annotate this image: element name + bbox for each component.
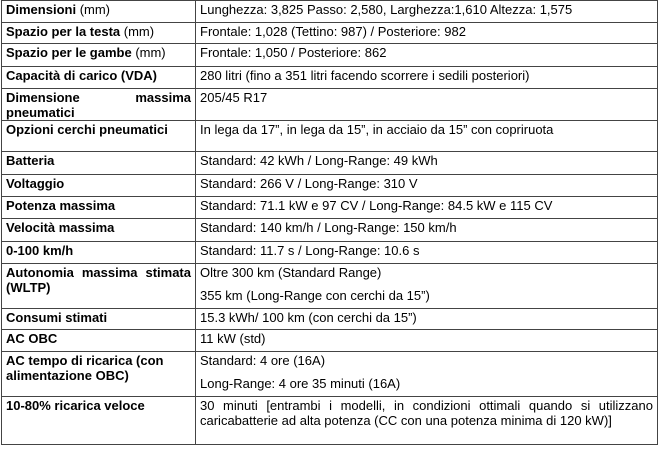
row-value: Frontale: 1,028 (Tettino: 987) / Posteriore: 982 (196, 23, 658, 44)
row-label: Velocità massima (2, 219, 196, 242)
table-row (2, 219, 658, 242)
row-label: AC OBC (2, 330, 196, 352)
row-value: Frontale: 1,050 / Posteriore: 862 (196, 44, 658, 67)
row-label: Spazio per le gambe (mm) (2, 44, 196, 67)
row-value (196, 264, 658, 309)
row-label: Autonomia massima stimata (WLTP) (2, 264, 196, 309)
row-label: Opzioni cerchi pneumatici (2, 121, 196, 152)
row-value: Lunghezza: 3,825 Passo: 2,580, Larghezza:1,610 Altezza: 1,575 (196, 1, 658, 23)
row-label: Dimensione massima pneumatici (2, 89, 196, 121)
row-value: 280 litri (fino a 351 litri facendo scorrere i sedili posteriori) (196, 67, 658, 89)
row-value-line: Standard: 4 ore (16A) (200, 353, 326, 368)
row-label: Spazio per la testa (mm) (2, 23, 196, 44)
table-row (2, 330, 658, 352)
table-row (2, 121, 658, 152)
row-value: Standard: 266 V / Long-Range: 310 V (196, 175, 658, 197)
table-row (2, 89, 658, 121)
row-value: Standard: 71.1 kW e 97 CV / Long-Range: 84.5 kW e 115 CV (196, 197, 658, 219)
table-row (2, 352, 658, 397)
row-label: Voltaggio (2, 175, 196, 197)
row-value-line: 355 km (Long-Range con cerchi da 15”) (200, 288, 430, 303)
row-value: 30 minuti [entrambi i modelli, in condizioni ottimali quando si utilizzano caricabatterie ad alta potenza (CC con una potenza minima di 120 kW)] (196, 397, 658, 445)
table-row (2, 197, 658, 219)
spec-table (1, 0, 658, 445)
row-value-line: Long-Range: 4 ore 35 minuti (16A) (200, 376, 401, 391)
table-row (2, 264, 658, 309)
table-row (2, 175, 658, 197)
row-value: Standard: 11.7 s / Long-Range: 10.6 s (196, 242, 658, 264)
table-row (2, 242, 658, 264)
row-label: AC tempo di ricarica (con alimentazione OBC) (2, 352, 196, 397)
row-value: 11 kW (std) (196, 330, 658, 352)
row-label: Capacità di carico (VDA) (2, 67, 196, 89)
row-value: 15.3 kWh/ 100 km (con cerchi da 15”) (196, 309, 658, 330)
table-row (2, 23, 658, 44)
row-label: Consumi stimati (2, 309, 196, 330)
table-row (2, 67, 658, 89)
row-label: Batteria (2, 152, 196, 175)
row-label: Potenza massima (2, 197, 196, 219)
table-row (2, 152, 658, 175)
table-row (2, 44, 658, 67)
row-value (196, 352, 658, 397)
row-value: In lega da 17”, in lega da 15”, in acciaio da 15” con copriruota (196, 121, 658, 152)
table-row (2, 397, 658, 445)
row-value-line: Oltre 300 km (Standard Range) (200, 265, 382, 280)
table-row (2, 309, 658, 330)
row-value: Standard: 42 kWh / Long-Range: 49 kWh (196, 152, 658, 175)
table-row (2, 1, 658, 23)
row-value: Standard: 140 km/h / Long-Range: 150 km/h (196, 219, 658, 242)
row-value: 205/45 R17 (196, 89, 658, 121)
row-label: 0-100 km/h (2, 242, 196, 264)
row-label: Dimensioni (mm) (2, 1, 196, 23)
row-label: 10-80% ricarica veloce (2, 397, 196, 445)
